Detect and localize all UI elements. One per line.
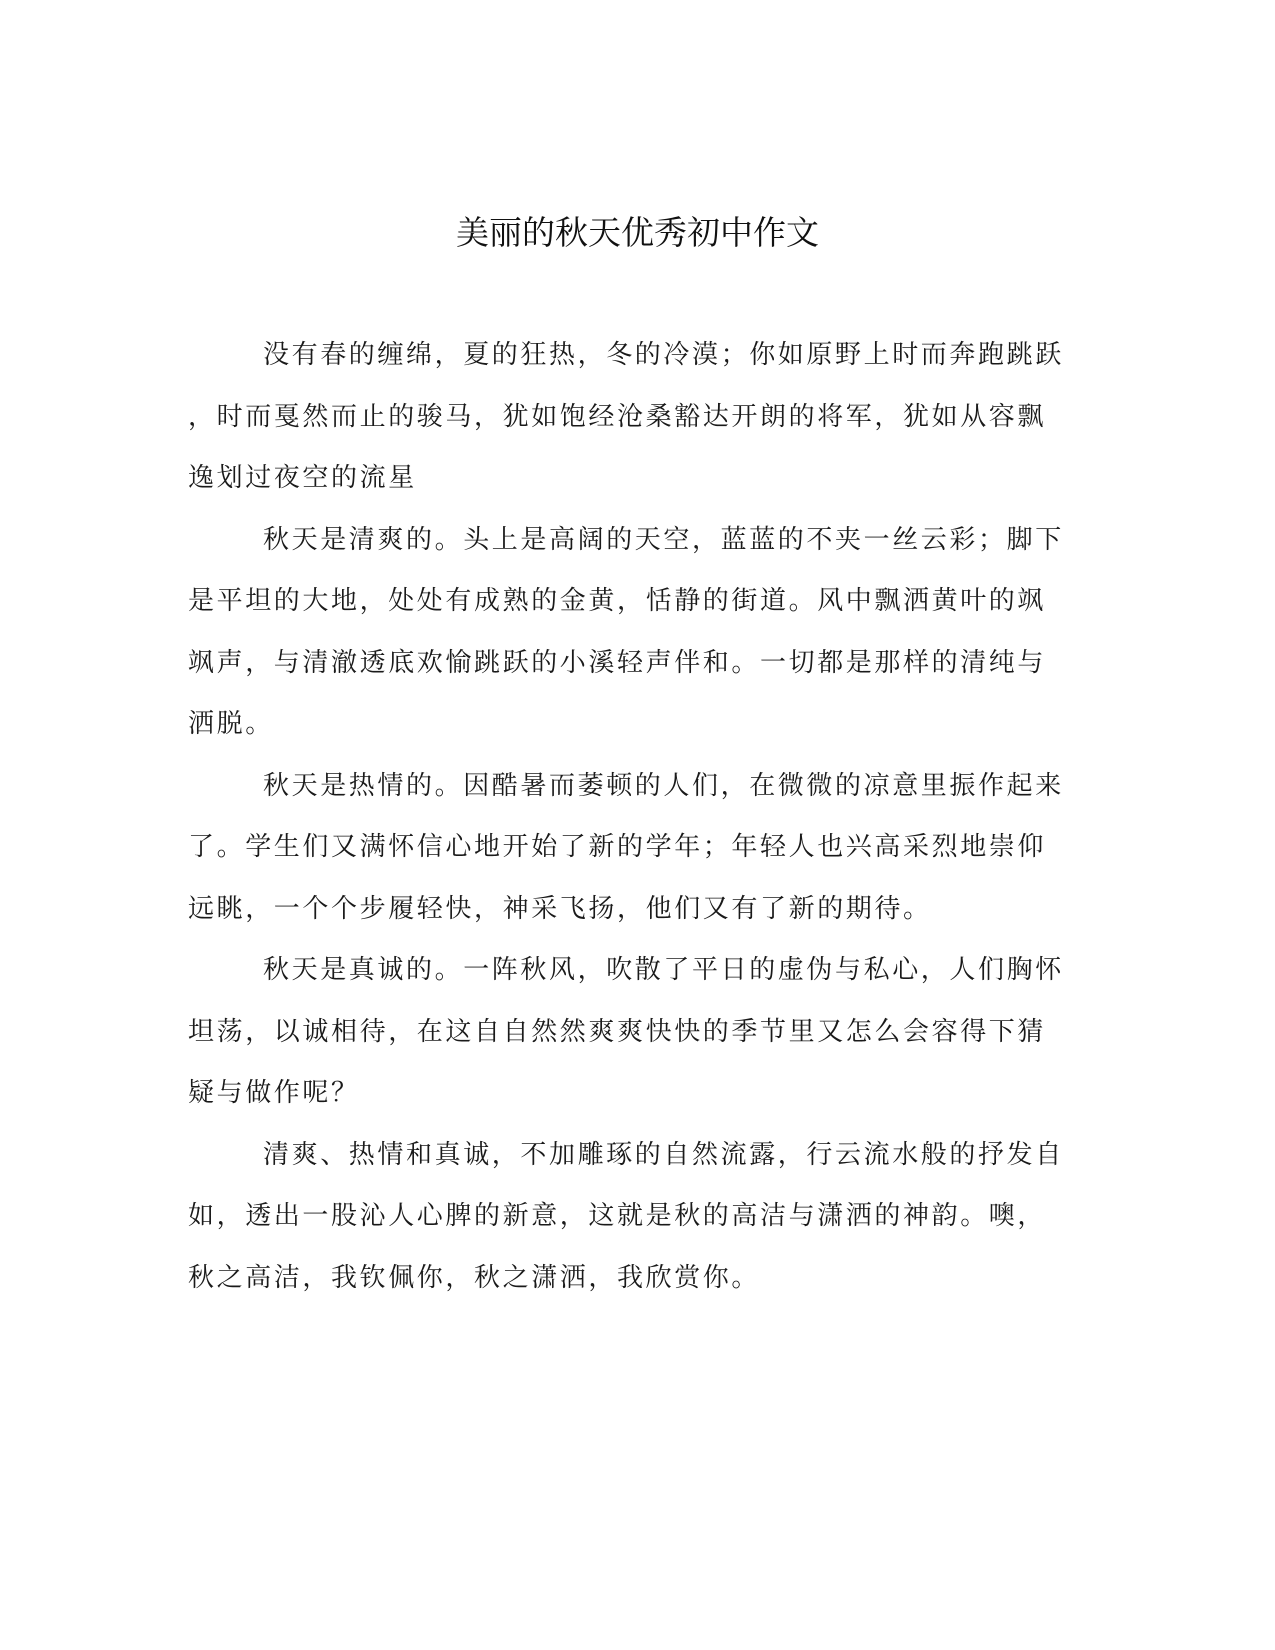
text-line: 秋天是清爽的。头上是高阔的天空，蓝蓝的不夹一丝云彩；脚下 bbox=[263, 524, 1064, 555]
text-line: 了。学生们又满怀信心地开始了新的学年；年轻人也兴高采烈地崇仰 bbox=[188, 832, 1047, 862]
text-line: 坦荡，以诚相待，在这自自然然爽爽快快的季节里又怎么会容得下猜 bbox=[188, 1016, 1047, 1047]
document-title: 美丽的秋天优秀初中作文 bbox=[456, 213, 819, 252]
text-line: 秋天是真诚的。一阵秋风，吹散了平日的虚伪与私心，人们胸怀 bbox=[263, 955, 1064, 985]
text-line: 飒声，与清澈透底欢愉跳跃的小溪轻声伴和。一切都是那样的清纯与 bbox=[188, 647, 1047, 678]
paragraph-1 bbox=[188, 325, 1088, 510]
paragraph-2 bbox=[188, 510, 1088, 756]
paragraph-5 bbox=[188, 1125, 1088, 1310]
text-line: 没有春的缠绵，夏的狂热，冬的冷漠；你如原野上时而奔跑跳跃 bbox=[263, 340, 1064, 370]
text-line: 疑与做作呢？ bbox=[188, 1078, 360, 1108]
text-line: ，时而戛然而止的骏马，犹如饱经沧桑豁达开朗的将军，犹如从容飘 bbox=[188, 401, 1047, 432]
text-line: 如，透出一股沁人心脾的新意，这就是秋的高洁与潇洒的神韵。噢， bbox=[188, 1201, 1047, 1231]
text-line: 秋天是热情的。因酷暑而萎顿的人们，在微微的凉意里振作起来 bbox=[263, 770, 1064, 801]
text-line: 洒脱。 bbox=[188, 709, 274, 739]
text-line: 逸划过夜空的流星 bbox=[188, 463, 417, 493]
paragraph-3 bbox=[188, 756, 1088, 941]
text-line: 秋之高洁，我钦佩你，秋之潇洒，我欣赏你。 bbox=[188, 1262, 761, 1293]
paragraph-4 bbox=[188, 940, 1088, 1125]
text-line: 远眺，一个个步履轻快，神采飞扬，他们又有了新的期待。 bbox=[188, 893, 932, 924]
document-body bbox=[188, 325, 1088, 1309]
text-line: 是平坦的大地，处处有成熟的金黄，恬静的街道。风中飘洒黄叶的飒 bbox=[188, 586, 1047, 616]
text-line: 清爽、热情和真诚，不加雕琢的自然流露，行云流水般的抒发自 bbox=[263, 1139, 1064, 1170]
